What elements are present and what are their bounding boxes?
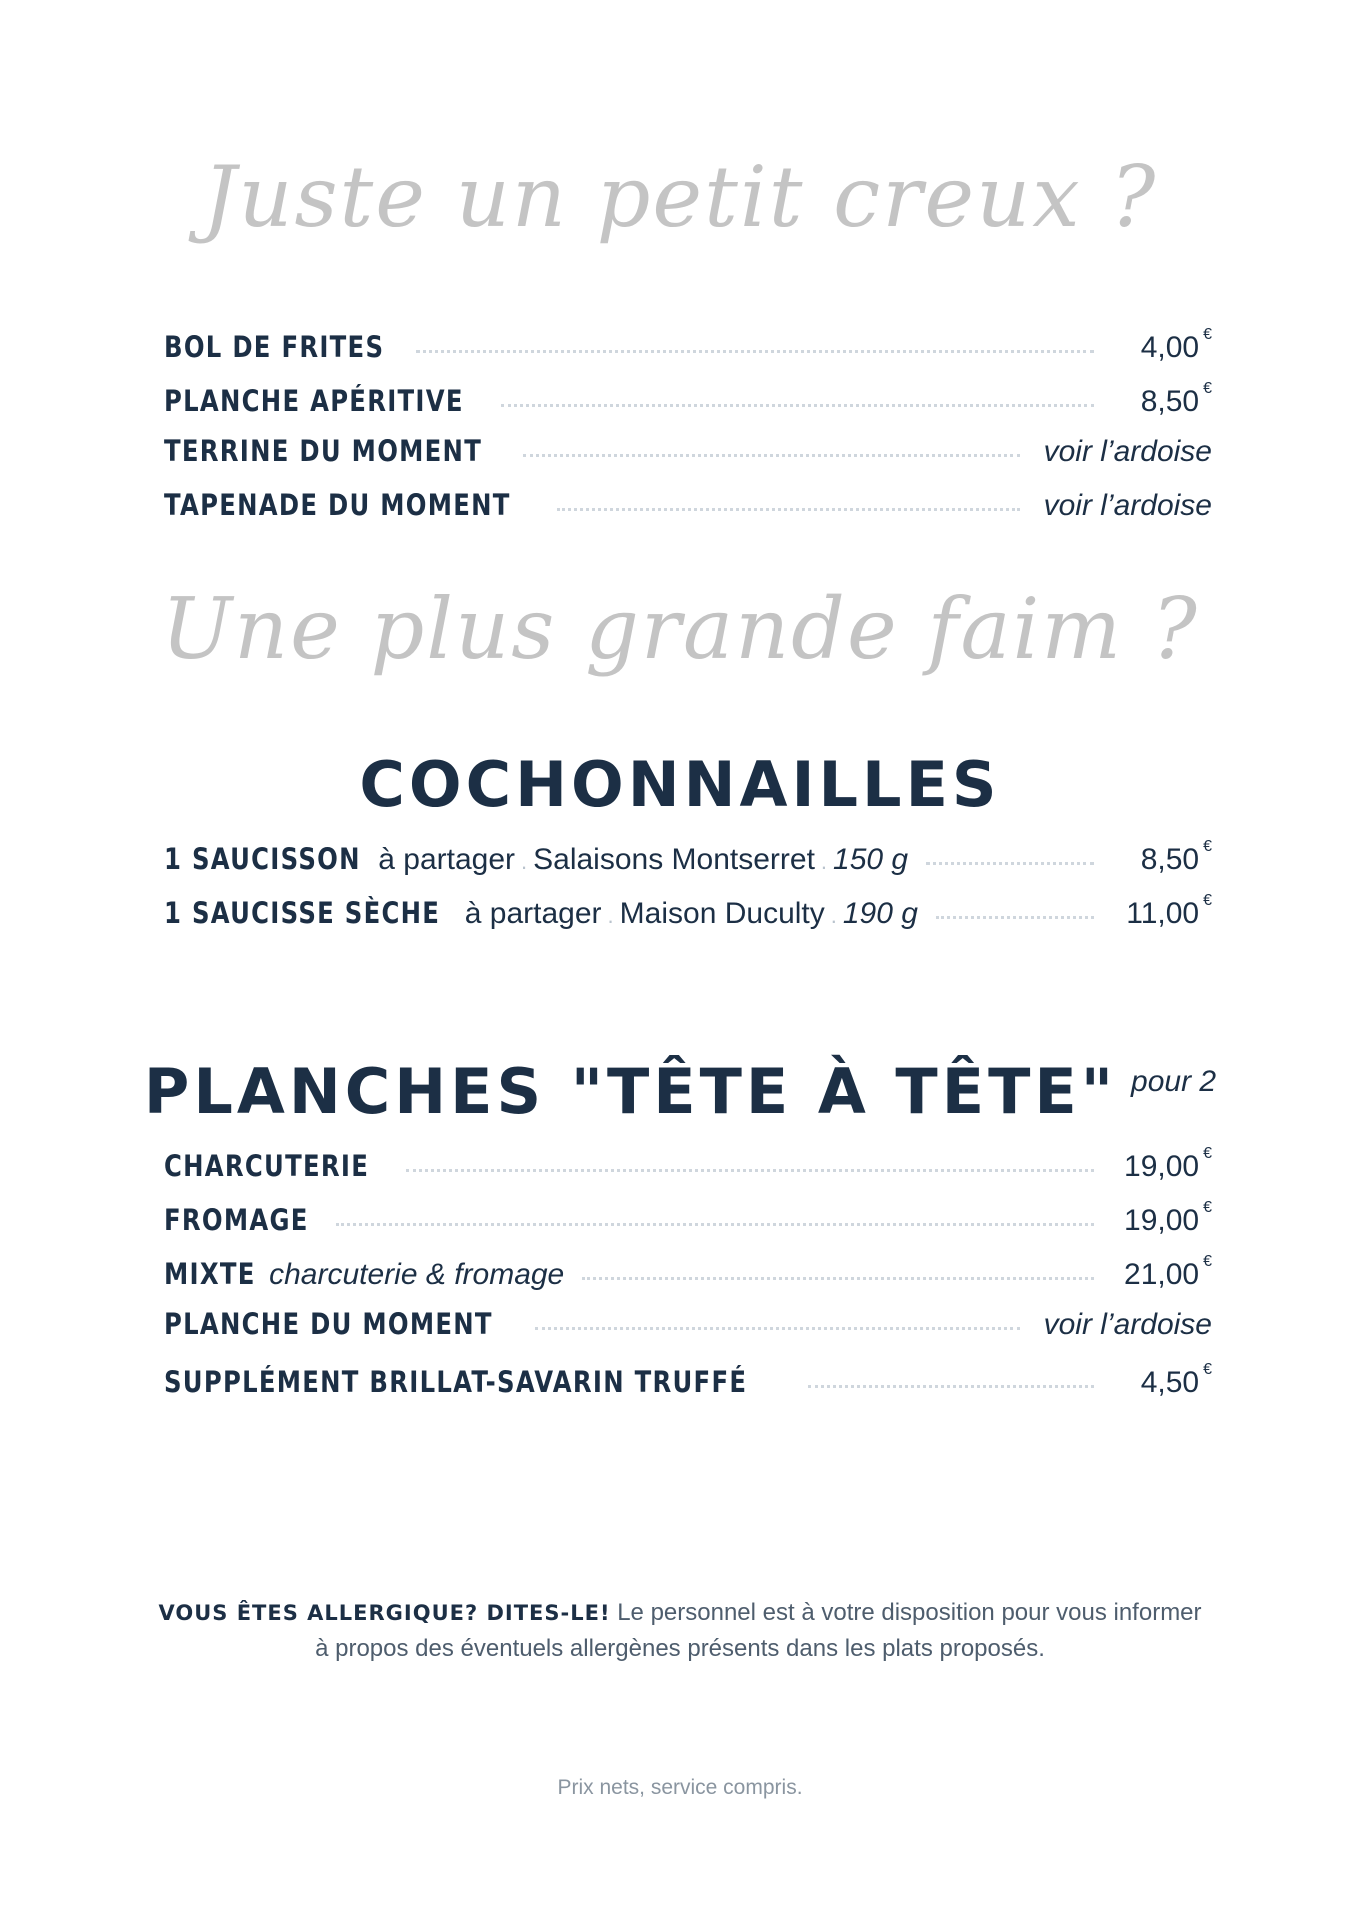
item-name: 1 SAUCISSE SÈCHE [164,896,441,930]
menu-item-terrine-du-moment [164,434,1212,488]
item-name: SUPPLÉMENT BRILLAT-SAVARIN TRUFFÉ [164,1365,748,1399]
item-name: MIXTE [164,1257,256,1291]
item-name: FROMAGE [164,1203,309,1237]
allergy-line-1 [0,1595,1360,1631]
menu-item-mixte [164,1253,1212,1307]
item-price: 8,50 € [1140,380,1212,418]
footer-note: Prix nets, service compris. [557,1776,803,1799]
allergy-notice [0,1595,1360,1667]
dotted-leader [936,916,1094,919]
item-price: voir l’ardoise [1043,1308,1212,1341]
allergy-text-1: Le personnel est à votre disposition pour vous informer [617,1599,1202,1626]
menu-item-fromage [164,1199,1212,1253]
item-price: 4,50 € [1140,1361,1212,1399]
allergy-lead: VOUS ÊTES ALLERGIQUE? DITES-LE! [158,1601,611,1625]
menu-item-bol-de-frites [164,326,1212,380]
dotted-leader [557,508,1020,511]
heading-small-hunger: Juste un petit creux ? [202,148,1158,246]
small-hunger-menu [164,326,1212,542]
dotted-leader [501,404,1094,407]
item-name: PLANCHE APÉRITIVE [164,384,464,418]
item-price: 19,00 € [1124,1199,1212,1237]
planches-menu [164,1145,1212,1415]
menu-item-tapenade-du-moment [164,488,1212,542]
dotted-leader [416,350,1094,353]
item-name: CHARCUTERIE [164,1149,370,1183]
item-price: 4,00 € [1140,326,1212,364]
item-description: à partager . Salaisons Montserret . 150 g [378,843,909,876]
dotted-leader [535,1327,1019,1330]
dotted-leader [406,1169,1094,1172]
menu-item-planche-aperitive [164,380,1212,434]
allergy-line-2: à propos des éventuels allergènes présents dans les plats proposés. [315,1635,1045,1662]
planches-subtitle: pour 2 [1131,1065,1217,1098]
dotted-leader [926,862,1094,865]
section-title-cochonnailles: COCHONNAILLES [359,748,1001,821]
menu-item-supplement-brillat-savarin [164,1361,1212,1415]
item-price: 21,00 € [1124,1253,1212,1291]
section-title-planches [0,1055,1360,1128]
item-price: 19,00 € [1124,1145,1212,1183]
item-name: BOL DE FRITES [164,330,385,364]
dotted-leader [523,454,1020,457]
menu-item-saucisson [164,838,1212,892]
item-name: 1 SAUCISSON [164,842,361,876]
dotted-leader [336,1223,1094,1226]
menu-item-charcuterie [164,1145,1212,1199]
item-description: charcuterie & fromage [269,1258,565,1291]
heading-big-hunger: Une plus grande faim ? [161,580,1199,678]
item-price: 11,00 € [1126,892,1212,930]
item-description: à partager . Maison Duculty . 190 g [464,897,918,930]
item-price: 8,50 € [1140,838,1212,876]
dotted-leader [582,1277,1094,1280]
menu-item-saucisse-seche [164,892,1212,946]
item-price: voir l’ardoise [1043,489,1212,522]
item-price: voir l’ardoise [1043,435,1212,468]
planches-title: PLANCHES "TÊTE À TÊTE" [143,1055,1118,1128]
cochonnailles-menu [164,838,1212,946]
item-name: TAPENADE DU MOMENT [164,488,511,522]
item-name: TERRINE DU MOMENT [164,434,483,468]
item-name: PLANCHE DU MOMENT [164,1307,493,1341]
menu-item-planche-du-moment [164,1307,1212,1361]
dotted-leader [808,1385,1094,1388]
